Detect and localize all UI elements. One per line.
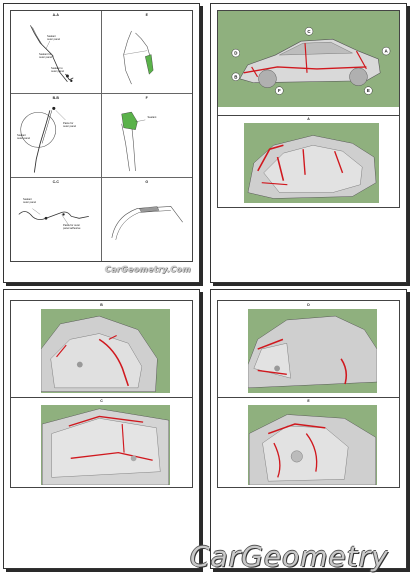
photo-title: A: [307, 117, 310, 121]
cell-title: G: [145, 179, 149, 184]
photo-frame: [217, 10, 400, 208]
view-e-drawing: [102, 11, 193, 93]
photo-title: B: [100, 303, 103, 307]
marker-label-a: A: [384, 48, 388, 54]
cell-title: C-C: [52, 179, 59, 184]
callout: Sealant: [17, 134, 26, 138]
photo-body-overview: [218, 11, 399, 107]
section-divider: [218, 397, 399, 398]
marker-label-c: C: [307, 28, 311, 34]
photo-detail-b: [41, 309, 170, 393]
cell-g: [102, 178, 193, 262]
callout: outer panel: [23, 200, 36, 204]
drawing-frame: [10, 10, 193, 262]
marker-label-f: F: [277, 88, 281, 94]
page-details-d-e: [210, 289, 407, 569]
cell-c-c: [11, 178, 102, 262]
photo-detail-c: [41, 405, 170, 485]
section-divider: [11, 397, 192, 398]
photo-frame: [10, 300, 193, 488]
cell-title: F: [145, 96, 148, 101]
marker-label-b: B: [234, 74, 238, 80]
detail-d-illustration: [248, 309, 377, 393]
view-g-drawing: [102, 178, 193, 262]
callout: Sealant for: [39, 53, 52, 56]
page-details-b-c: [3, 289, 200, 569]
photo-title: C: [100, 399, 103, 403]
cell-f: [102, 94, 193, 177]
callout: outer panel: [17, 137, 30, 141]
callout: Paste for: [63, 122, 74, 126]
detail-b-illustration: [41, 309, 170, 393]
callout: Sealant: [147, 116, 157, 120]
section-divider: [218, 115, 399, 116]
marker-label-d: D: [234, 50, 238, 56]
callout: outer panel: [51, 70, 64, 73]
callout: Paste for outer: [63, 223, 81, 227]
callout: Sealant: [47, 35, 56, 38]
view-f-drawing: [102, 94, 193, 176]
cell-title: B-B: [52, 96, 59, 101]
photo-frame: [217, 300, 400, 488]
section-c-c-drawing: [11, 178, 101, 262]
callout: Sealant to: [51, 67, 63, 70]
cell-e: [102, 11, 193, 94]
photo-detail-d: [248, 309, 377, 393]
detail-e-illustration: [248, 405, 377, 485]
callout: outer panel: [39, 56, 52, 59]
watermark-text: CarGeometry: [190, 540, 389, 573]
photo-detail-a: [244, 123, 379, 203]
cell-a-a: [11, 11, 102, 94]
photo-title: E: [307, 399, 310, 403]
section-a-a-drawing: [11, 11, 101, 93]
callout: panel adhesive: [63, 226, 81, 230]
page-sections-drawing: [3, 3, 200, 283]
body-overview-illustration: [218, 11, 399, 107]
cell-title: E: [145, 13, 148, 17]
callout: outer panel: [47, 38, 60, 41]
page-overview-and-detail-a: [210, 3, 407, 283]
detail-a-illustration: [244, 123, 379, 203]
detail-c-illustration: [41, 405, 170, 485]
photo-title: D: [307, 303, 310, 307]
watermark-text: CarGeometry.Com: [105, 265, 191, 274]
marker-label-e: E: [366, 88, 370, 94]
callout: Sealant: [23, 197, 32, 201]
cell-b-b: [11, 94, 102, 177]
cell-title: A-A: [52, 13, 59, 17]
callout: outer panel: [63, 125, 76, 129]
photo-detail-e: [248, 405, 377, 485]
